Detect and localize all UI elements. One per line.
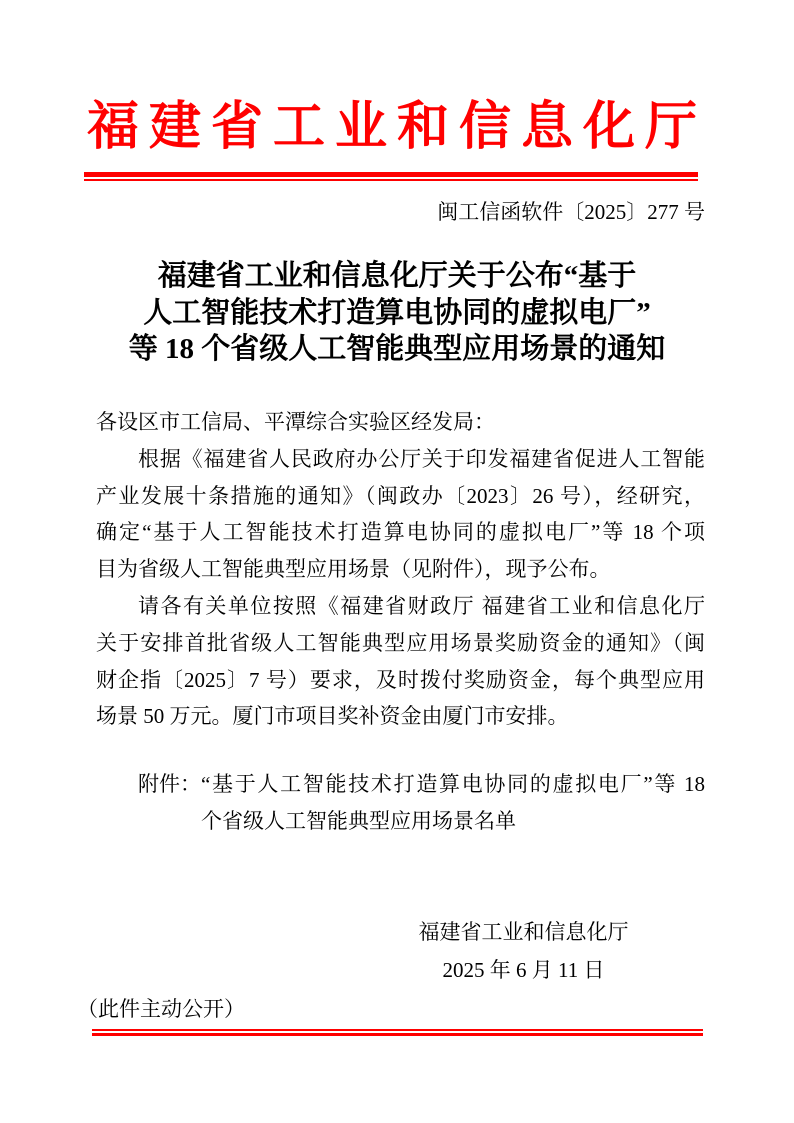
- signature-block: [340, 913, 707, 989]
- letterhead-agency-title: 福建省工业和信息化厅: [86, 99, 707, 156]
- salutation-line: 各设区市工信局、平潭综合实验区经发局：: [96, 410, 495, 434]
- footer-red-divider: [92, 1029, 703, 1036]
- signature-agency: 福建省工业和信息化厅: [418, 920, 629, 944]
- letterhead-red-divider: [84, 172, 698, 181]
- body-line: 目为省级人工智能典型应用场景（见附件），现予公布。: [96, 557, 611, 582]
- attachment-block: [138, 766, 705, 840]
- disclosure-note: （此件主动公开）: [77, 997, 245, 1021]
- document-title-line: 福建省工业和信息化厅关于公布“基于: [157, 260, 637, 292]
- body-line: 场景 50 万元。厦门市项目奖补资金由厦门市安排。: [96, 704, 569, 729]
- attachment-line: 个省级人工智能典型应用场景名单: [201, 809, 516, 833]
- body-line: 财企指〔2025〕7 号）要求，及时拨付奖励资金，每个典型应用: [96, 667, 705, 692]
- document-reference-number: 闽工信函软件〔2025〕277 号: [437, 200, 705, 224]
- attachment-content: [201, 766, 705, 840]
- body-line: 确定“基于人工智能技术打造算电协同的虚拟电厂”等 18 个项: [96, 520, 705, 545]
- document-title: [40, 258, 754, 368]
- attachment-line: “基于人工智能技术打造算电协同的虚拟电厂”等 18: [201, 772, 705, 796]
- body-line: 请各有关单位按照《福建省财政厅 福建省工业和信息化厅: [138, 593, 705, 618]
- document-title-line: 等 18 个省级人工智能典型应用场景的通知: [128, 333, 666, 365]
- document-title-line: 人工智能技术打造算电协同的虚拟电厂”: [143, 296, 651, 329]
- body-line: 产业发展十条措施的通知》（闽政办〔2023〕26 号），经研究，: [96, 483, 705, 508]
- signature-date: 2025 年 6 月 11 日: [442, 958, 605, 982]
- document-body: [96, 404, 705, 735]
- body-line: 关于安排首批省级人工智能典型应用场景奖励资金的通知》（闽: [96, 630, 705, 655]
- attachment-label: 附件：: [138, 772, 201, 796]
- body-line: 根据《福建省人民政府办公厅关于印发福建省促进人工智能: [138, 446, 705, 471]
